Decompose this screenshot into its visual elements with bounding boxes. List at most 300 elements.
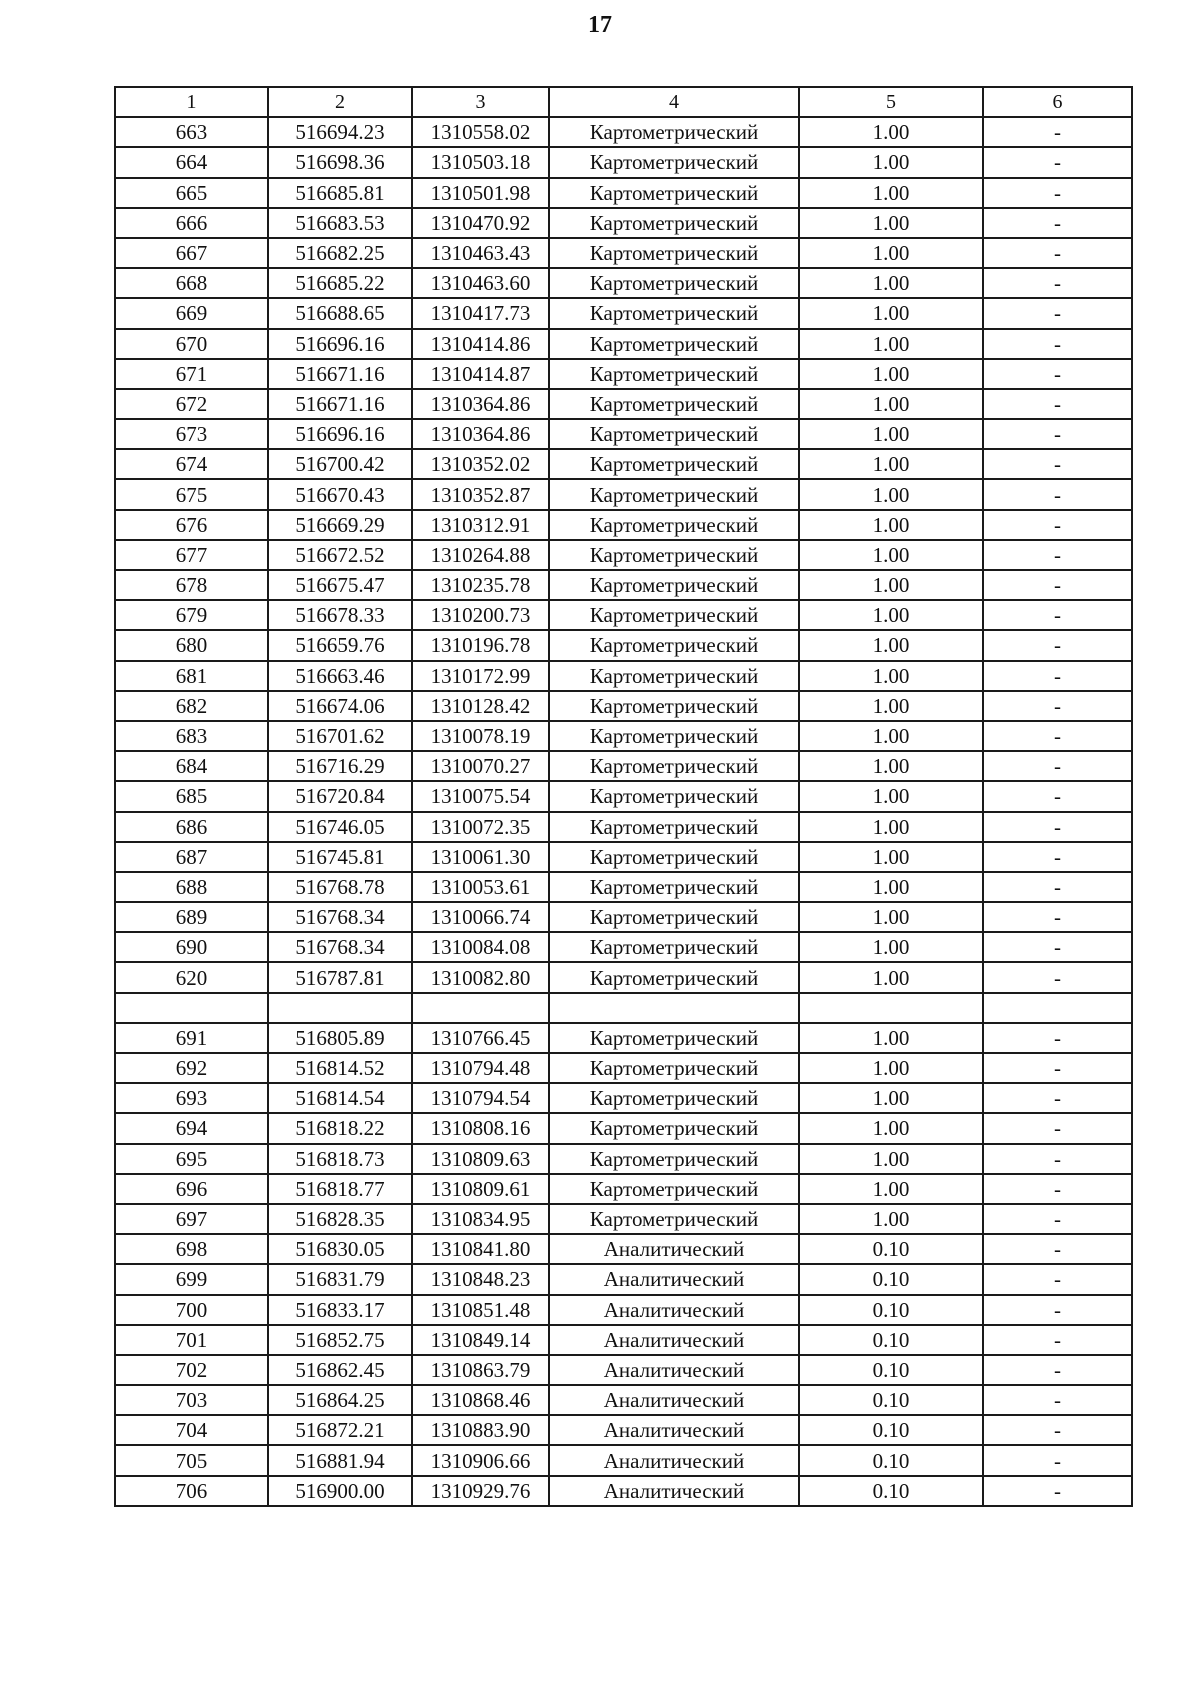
point-number-cell: 683 (115, 721, 268, 751)
y-coordinate-cell: 1310084.08 (412, 932, 549, 962)
x-coordinate-cell: 516768.34 (268, 932, 412, 962)
method-cell: Картометрический (549, 691, 799, 721)
table-row (115, 1264, 1132, 1294)
table-row (115, 1053, 1132, 1083)
x-coordinate-cell: 516663.46 (268, 661, 412, 691)
accuracy-cell: 1.00 (799, 268, 983, 298)
note-cell: - (983, 178, 1132, 208)
accuracy-cell: 1.00 (799, 1144, 983, 1174)
note-cell: - (983, 781, 1132, 811)
y-coordinate-cell: 1310868.46 (412, 1385, 549, 1415)
x-coordinate-cell: 516696.16 (268, 419, 412, 449)
x-coordinate-cell: 516787.81 (268, 962, 412, 992)
x-coordinate-cell: 516694.23 (268, 117, 412, 147)
x-coordinate-cell: 516862.45 (268, 1355, 412, 1385)
accuracy-cell: 1.00 (799, 872, 983, 902)
y-coordinate-cell: 1310929.76 (412, 1476, 549, 1506)
note-cell: - (983, 389, 1132, 419)
accuracy-cell: 1.00 (799, 449, 983, 479)
y-coordinate-cell: 1310082.80 (412, 962, 549, 992)
method-cell: Картометрический (549, 661, 799, 691)
x-coordinate-cell: 516864.25 (268, 1385, 412, 1415)
x-coordinate-cell: 516682.25 (268, 238, 412, 268)
y-coordinate-cell: 1310264.88 (412, 540, 549, 570)
point-number-cell: 696 (115, 1174, 268, 1204)
y-coordinate-cell: 1310906.66 (412, 1445, 549, 1475)
accuracy-cell: 1.00 (799, 147, 983, 177)
table-row (115, 721, 1132, 751)
note-cell: - (983, 1083, 1132, 1113)
method-cell: Картометрический (549, 570, 799, 600)
x-coordinate-cell: 516659.76 (268, 630, 412, 660)
accuracy-cell: 1.00 (799, 842, 983, 872)
x-coordinate-cell: 516746.05 (268, 812, 412, 842)
y-coordinate-cell (412, 993, 549, 1023)
point-number-cell: 663 (115, 117, 268, 147)
x-coordinate-cell: 516900.00 (268, 1476, 412, 1506)
table-body (115, 117, 1132, 1506)
table-row (115, 389, 1132, 419)
x-coordinate-cell: 516828.35 (268, 1204, 412, 1234)
table-row (115, 147, 1132, 177)
y-coordinate-cell: 1310883.90 (412, 1415, 549, 1445)
x-coordinate-cell: 516685.22 (268, 268, 412, 298)
y-coordinate-cell: 1310196.78 (412, 630, 549, 660)
method-cell: Картометрический (549, 630, 799, 660)
table-row (115, 902, 1132, 932)
table-row (115, 932, 1132, 962)
x-coordinate-cell: 516670.43 (268, 479, 412, 509)
x-coordinate-cell: 516675.47 (268, 570, 412, 600)
method-cell: Картометрический (549, 208, 799, 238)
table-row (115, 872, 1132, 902)
y-coordinate-cell: 1310851.48 (412, 1295, 549, 1325)
method-cell: Картометрический (549, 449, 799, 479)
point-number-cell: 664 (115, 147, 268, 177)
table-row (115, 1295, 1132, 1325)
accuracy-cell: 1.00 (799, 510, 983, 540)
accuracy-cell: 1.00 (799, 117, 983, 147)
note-cell: - (983, 1476, 1132, 1506)
note-cell: - (983, 449, 1132, 479)
point-number-cell: 676 (115, 510, 268, 540)
y-coordinate-cell: 1310463.60 (412, 268, 549, 298)
method-cell: Картометрический (549, 117, 799, 147)
note-cell: - (983, 1174, 1132, 1204)
accuracy-cell: 1.00 (799, 479, 983, 509)
point-number-cell: 706 (115, 1476, 268, 1506)
accuracy-cell: 1.00 (799, 419, 983, 449)
y-coordinate-cell: 1310503.18 (412, 147, 549, 177)
point-number-cell: 680 (115, 630, 268, 660)
method-cell: Картометрический (549, 812, 799, 842)
method-cell: Картометрический (549, 1174, 799, 1204)
table-row (115, 1476, 1132, 1506)
column-header: 1 (115, 87, 268, 117)
y-coordinate-cell: 1310200.73 (412, 600, 549, 630)
method-cell: Картометрический (549, 600, 799, 630)
accuracy-cell: 0.10 (799, 1445, 983, 1475)
note-cell: - (983, 661, 1132, 691)
table-row (115, 993, 1132, 1023)
x-coordinate-cell: 516672.52 (268, 540, 412, 570)
accuracy-cell: 1.00 (799, 1053, 983, 1083)
x-coordinate-cell: 516830.05 (268, 1234, 412, 1264)
note-cell: - (983, 1445, 1132, 1475)
accuracy-cell: 1.00 (799, 630, 983, 660)
point-number-cell: 681 (115, 661, 268, 691)
note-cell: - (983, 298, 1132, 328)
table-row (115, 329, 1132, 359)
y-coordinate-cell: 1310848.23 (412, 1264, 549, 1294)
column-header: 5 (799, 87, 983, 117)
point-number-cell: 684 (115, 751, 268, 781)
point-number-cell: 677 (115, 540, 268, 570)
note-cell: - (983, 1385, 1132, 1415)
note-cell: - (983, 1023, 1132, 1053)
method-cell: Картометрический (549, 1053, 799, 1083)
note-cell: - (983, 872, 1132, 902)
x-coordinate-cell: 516700.42 (268, 449, 412, 479)
note-cell: - (983, 1415, 1132, 1445)
method-cell: Картометрический (549, 268, 799, 298)
y-coordinate-cell: 1310808.16 (412, 1113, 549, 1143)
method-cell: Картометрический (549, 510, 799, 540)
method-cell (549, 993, 799, 1023)
note-cell: - (983, 1234, 1132, 1264)
point-number-cell: 674 (115, 449, 268, 479)
table-row (115, 962, 1132, 992)
table-row (115, 510, 1132, 540)
x-coordinate-cell: 516696.16 (268, 329, 412, 359)
accuracy-cell: 1.00 (799, 661, 983, 691)
x-coordinate-cell: 516768.78 (268, 872, 412, 902)
x-coordinate-cell: 516818.77 (268, 1174, 412, 1204)
note-cell: - (983, 1053, 1132, 1083)
x-coordinate-cell: 516674.06 (268, 691, 412, 721)
note-cell: - (983, 147, 1132, 177)
x-coordinate-cell: 516768.34 (268, 902, 412, 932)
x-coordinate-cell: 516833.17 (268, 1295, 412, 1325)
x-coordinate-cell: 516872.21 (268, 1415, 412, 1445)
table-row (115, 842, 1132, 872)
method-cell: Картометрический (549, 479, 799, 509)
table-row (115, 117, 1132, 147)
method-cell: Картометрический (549, 781, 799, 811)
method-cell: Картометрический (549, 329, 799, 359)
table-row (115, 238, 1132, 268)
x-coordinate-cell: 516671.16 (268, 359, 412, 389)
method-cell: Картометрический (549, 178, 799, 208)
x-coordinate-cell: 516805.89 (268, 1023, 412, 1053)
note-cell: - (983, 570, 1132, 600)
y-coordinate-cell: 1310053.61 (412, 872, 549, 902)
accuracy-cell: 1.00 (799, 178, 983, 208)
note-cell: - (983, 1325, 1132, 1355)
column-header: 2 (268, 87, 412, 117)
y-coordinate-cell: 1310352.87 (412, 479, 549, 509)
accuracy-cell: 1.00 (799, 1174, 983, 1204)
table-row (115, 419, 1132, 449)
point-number-cell: 695 (115, 1144, 268, 1174)
y-coordinate-cell: 1310352.02 (412, 449, 549, 479)
x-coordinate-cell: 516818.73 (268, 1144, 412, 1174)
note-cell: - (983, 117, 1132, 147)
point-number-cell: 687 (115, 842, 268, 872)
header-row (115, 87, 1132, 117)
y-coordinate-cell: 1310128.42 (412, 691, 549, 721)
method-cell: Аналитический (549, 1355, 799, 1385)
note-cell: - (983, 510, 1132, 540)
table-row (115, 268, 1132, 298)
point-number-cell: 699 (115, 1264, 268, 1294)
x-coordinate-cell: 516720.84 (268, 781, 412, 811)
y-coordinate-cell: 1310066.74 (412, 902, 549, 932)
note-cell: - (983, 691, 1132, 721)
accuracy-cell: 1.00 (799, 359, 983, 389)
accuracy-cell: 1.00 (799, 540, 983, 570)
y-coordinate-cell: 1310794.48 (412, 1053, 549, 1083)
table-row (115, 1023, 1132, 1053)
y-coordinate-cell: 1310849.14 (412, 1325, 549, 1355)
table-row (115, 751, 1132, 781)
page-number: 17 (588, 12, 612, 38)
y-coordinate-cell: 1310235.78 (412, 570, 549, 600)
y-coordinate-cell: 1310794.54 (412, 1083, 549, 1113)
accuracy-cell: 1.00 (799, 389, 983, 419)
note-cell: - (983, 932, 1132, 962)
note-cell: - (983, 812, 1132, 842)
y-coordinate-cell: 1310075.54 (412, 781, 549, 811)
method-cell: Картометрический (549, 872, 799, 902)
x-coordinate-cell: 516831.79 (268, 1264, 412, 1294)
note-cell: - (983, 268, 1132, 298)
y-coordinate-cell: 1310312.91 (412, 510, 549, 540)
table-row (115, 1113, 1132, 1143)
note-cell: - (983, 751, 1132, 781)
note-cell (983, 993, 1132, 1023)
table-row (115, 570, 1132, 600)
table-row (115, 630, 1132, 660)
table-row (115, 178, 1132, 208)
y-coordinate-cell: 1310558.02 (412, 117, 549, 147)
table-row (115, 691, 1132, 721)
note-cell: - (983, 359, 1132, 389)
x-coordinate-cell: 516678.33 (268, 600, 412, 630)
accuracy-cell: 0.10 (799, 1325, 983, 1355)
x-coordinate-cell: 516685.81 (268, 178, 412, 208)
accuracy-cell: 1.00 (799, 1023, 983, 1053)
accuracy-cell: 1.00 (799, 932, 983, 962)
y-coordinate-cell: 1310414.87 (412, 359, 549, 389)
point-number-cell: 685 (115, 781, 268, 811)
point-number-cell: 669 (115, 298, 268, 328)
accuracy-cell: 1.00 (799, 298, 983, 328)
method-cell: Картометрический (549, 298, 799, 328)
table-row (115, 1174, 1132, 1204)
point-number-cell (115, 993, 268, 1023)
table-row (115, 1234, 1132, 1264)
method-cell: Картометрический (549, 1144, 799, 1174)
method-cell: Аналитический (549, 1325, 799, 1355)
table-row (115, 1204, 1132, 1234)
accuracy-cell: 1.00 (799, 962, 983, 992)
point-number-cell: 701 (115, 1325, 268, 1355)
accuracy-cell: 1.00 (799, 751, 983, 781)
accuracy-cell: 1.00 (799, 721, 983, 751)
point-number-cell: 688 (115, 872, 268, 902)
y-coordinate-cell: 1310172.99 (412, 661, 549, 691)
table-row (115, 1385, 1132, 1415)
accuracy-cell: 1.00 (799, 902, 983, 932)
column-header: 4 (549, 87, 799, 117)
point-number-cell: 675 (115, 479, 268, 509)
y-coordinate-cell: 1310863.79 (412, 1355, 549, 1385)
x-coordinate-cell: 516698.36 (268, 147, 412, 177)
point-number-cell: 672 (115, 389, 268, 419)
method-cell: Картометрический (549, 1113, 799, 1143)
accuracy-cell: 1.00 (799, 1083, 983, 1113)
coordinates-table (114, 86, 1133, 1507)
point-number-cell: 693 (115, 1083, 268, 1113)
note-cell: - (983, 238, 1132, 268)
note-cell: - (983, 1264, 1132, 1294)
accuracy-cell: 1.00 (799, 208, 983, 238)
table-row (115, 661, 1132, 691)
x-coordinate-cell: 516688.65 (268, 298, 412, 328)
x-coordinate-cell: 516818.22 (268, 1113, 412, 1143)
table-row (115, 1325, 1132, 1355)
y-coordinate-cell: 1310809.61 (412, 1174, 549, 1204)
method-cell: Аналитический (549, 1295, 799, 1325)
note-cell: - (983, 842, 1132, 872)
table-row (115, 1355, 1132, 1385)
x-coordinate-cell: 516814.54 (268, 1083, 412, 1113)
table-row (115, 600, 1132, 630)
method-cell: Картометрический (549, 359, 799, 389)
y-coordinate-cell: 1310809.63 (412, 1144, 549, 1174)
point-number-cell: 702 (115, 1355, 268, 1385)
method-cell: Аналитический (549, 1476, 799, 1506)
method-cell: Картометрический (549, 238, 799, 268)
accuracy-cell: 1.00 (799, 1204, 983, 1234)
point-number-cell: 678 (115, 570, 268, 600)
point-number-cell: 689 (115, 902, 268, 932)
note-cell: - (983, 1295, 1132, 1325)
accuracy-cell: 1.00 (799, 781, 983, 811)
accuracy-cell: 0.10 (799, 1295, 983, 1325)
y-coordinate-cell: 1310501.98 (412, 178, 549, 208)
note-cell: - (983, 479, 1132, 509)
y-coordinate-cell: 1310766.45 (412, 1023, 549, 1053)
point-number-cell: 670 (115, 329, 268, 359)
table-row (115, 540, 1132, 570)
accuracy-cell: 0.10 (799, 1355, 983, 1385)
note-cell: - (983, 208, 1132, 238)
x-coordinate-cell: 516716.29 (268, 751, 412, 781)
y-coordinate-cell: 1310834.95 (412, 1204, 549, 1234)
table-row (115, 449, 1132, 479)
table-row (115, 781, 1132, 811)
accuracy-cell: 1.00 (799, 1113, 983, 1143)
point-number-cell: 691 (115, 1023, 268, 1053)
y-coordinate-cell: 1310841.80 (412, 1234, 549, 1264)
note-cell: - (983, 962, 1132, 992)
note-cell: - (983, 600, 1132, 630)
point-number-cell: 671 (115, 359, 268, 389)
table-row (115, 298, 1132, 328)
accuracy-cell: 1.00 (799, 691, 983, 721)
method-cell: Картометрический (549, 962, 799, 992)
x-coordinate-cell: 516745.81 (268, 842, 412, 872)
y-coordinate-cell: 1310364.86 (412, 419, 549, 449)
column-header: 6 (983, 87, 1132, 117)
accuracy-cell: 0.10 (799, 1476, 983, 1506)
x-coordinate-cell: 516881.94 (268, 1445, 412, 1475)
y-coordinate-cell: 1310364.86 (412, 389, 549, 419)
method-cell: Картометрический (549, 902, 799, 932)
method-cell: Картометрический (549, 721, 799, 751)
y-coordinate-cell: 1310414.86 (412, 329, 549, 359)
accuracy-cell: 1.00 (799, 812, 983, 842)
point-number-cell: 668 (115, 268, 268, 298)
table-row (115, 812, 1132, 842)
accuracy-cell: 0.10 (799, 1264, 983, 1294)
x-coordinate-cell: 516701.62 (268, 721, 412, 751)
y-coordinate-cell: 1310470.92 (412, 208, 549, 238)
y-coordinate-cell: 1310061.30 (412, 842, 549, 872)
column-header: 3 (412, 87, 549, 117)
table-row (115, 1415, 1132, 1445)
note-cell: - (983, 721, 1132, 751)
x-coordinate-cell: 516683.53 (268, 208, 412, 238)
table-row (115, 1144, 1132, 1174)
point-number-cell: 705 (115, 1445, 268, 1475)
note-cell: - (983, 902, 1132, 932)
note-cell: - (983, 1144, 1132, 1174)
accuracy-cell: 1.00 (799, 600, 983, 630)
note-cell: - (983, 329, 1132, 359)
method-cell: Аналитический (549, 1385, 799, 1415)
point-number-cell: 700 (115, 1295, 268, 1325)
point-number-cell: 692 (115, 1053, 268, 1083)
method-cell: Картометрический (549, 751, 799, 781)
note-cell: - (983, 1204, 1132, 1234)
point-number-cell: 686 (115, 812, 268, 842)
point-number-cell: 703 (115, 1385, 268, 1415)
point-number-cell: 667 (115, 238, 268, 268)
y-coordinate-cell: 1310072.35 (412, 812, 549, 842)
point-number-cell: 620 (115, 962, 268, 992)
point-number-cell: 697 (115, 1204, 268, 1234)
method-cell: Картометрический (549, 1204, 799, 1234)
method-cell: Аналитический (549, 1264, 799, 1294)
point-number-cell: 666 (115, 208, 268, 238)
method-cell: Аналитический (549, 1445, 799, 1475)
method-cell: Картометрический (549, 540, 799, 570)
accuracy-cell: 0.10 (799, 1234, 983, 1264)
table-row (115, 479, 1132, 509)
table-row (115, 359, 1132, 389)
table-row (115, 1445, 1132, 1475)
accuracy-cell: 1.00 (799, 570, 983, 600)
method-cell: Картометрический (549, 1023, 799, 1053)
method-cell: Картометрический (549, 147, 799, 177)
method-cell: Аналитический (549, 1234, 799, 1264)
note-cell: - (983, 419, 1132, 449)
accuracy-cell: 1.00 (799, 329, 983, 359)
x-coordinate-cell (268, 993, 412, 1023)
